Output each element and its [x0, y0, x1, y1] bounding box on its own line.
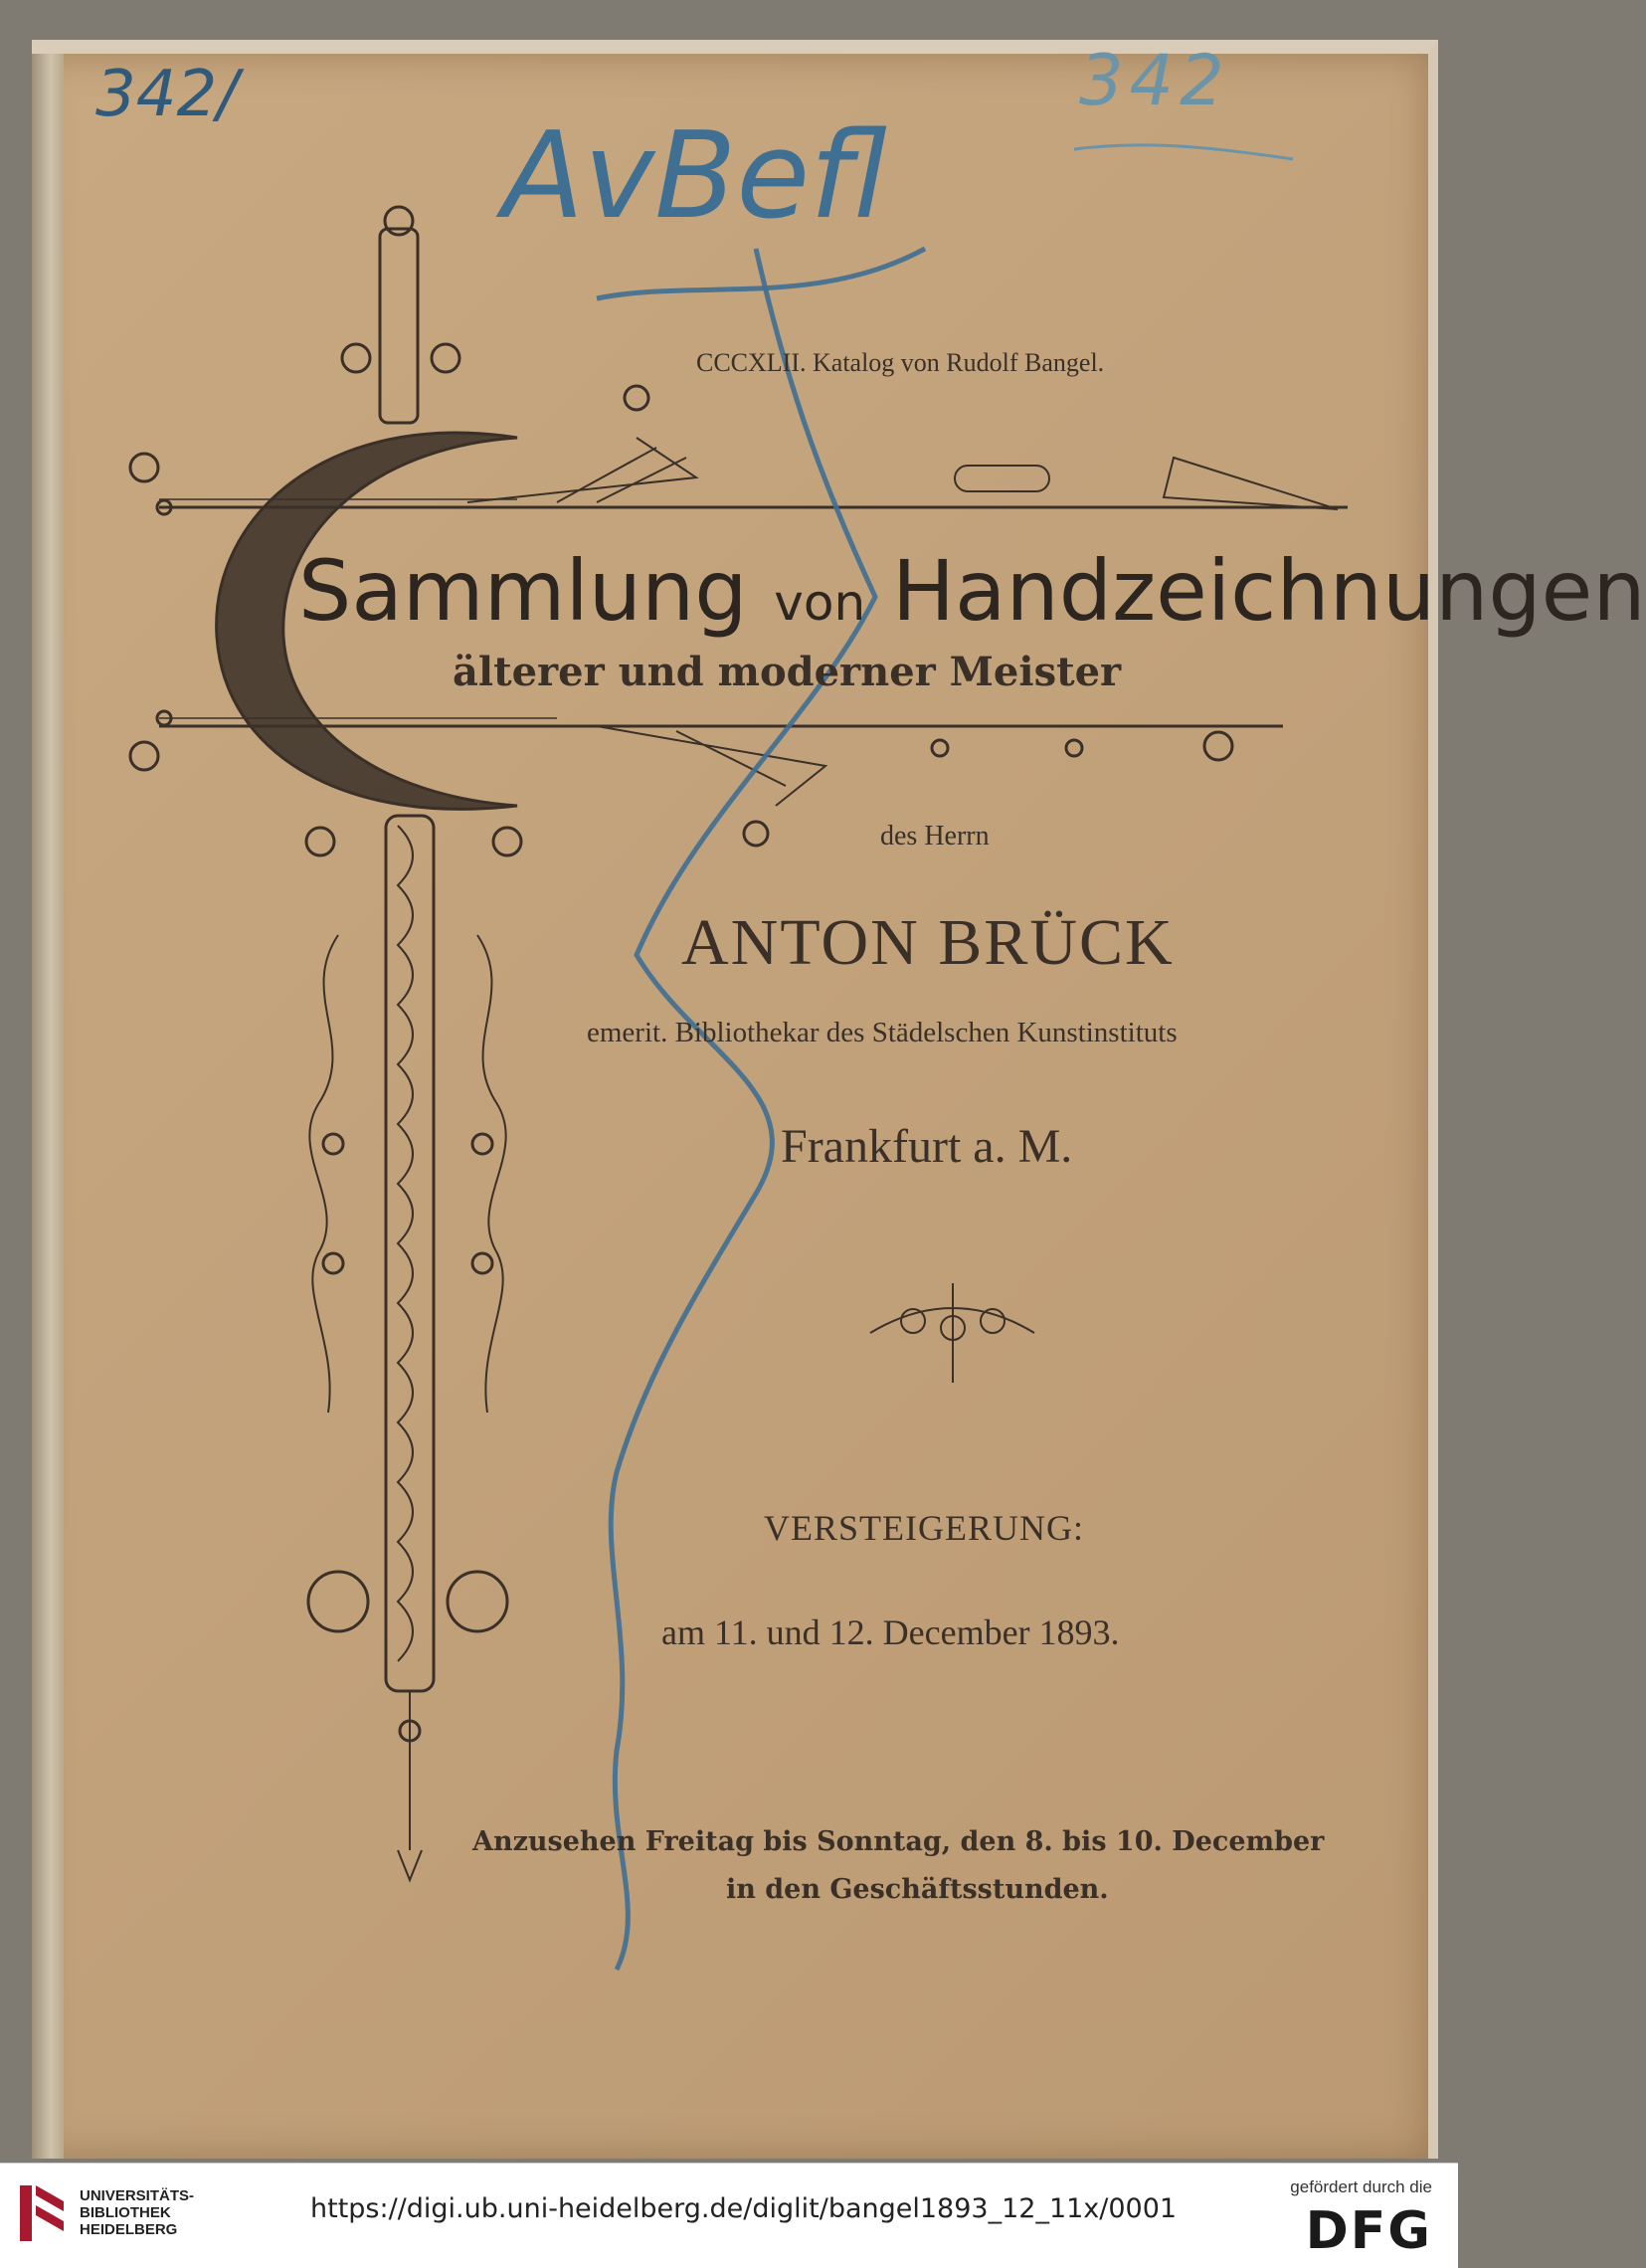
- handwritten-signature: AvBefl: [502, 107, 887, 246]
- permalink-url[interactable]: https://digi.ub.uni-heidelberg.de/diglit/bangel1893_12_11x/0001: [310, 2193, 1178, 2224]
- auction-date: am 11. und 12. December 1893.: [661, 1612, 1120, 1652]
- funded-by-label: gefördert durch die: [1290, 2177, 1432, 2196]
- catalog-line: CCCXLII. Katalog von Rudolf Bangel.: [696, 348, 1105, 377]
- title-main: Sammlung: [298, 542, 748, 640]
- viewing-line-1: Anzusehen Freitag bis Sonntag, den 8. bis 10. December: [472, 1826, 1325, 1857]
- right-foliage: [477, 935, 506, 1413]
- upper-fan-ornament: [467, 438, 696, 502]
- collector-name: ANTON BRÜCK: [681, 906, 1175, 979]
- page-title: [298, 542, 1646, 640]
- handwritten-number-right: 342: [1079, 40, 1230, 121]
- floral-ornament: [870, 1283, 1034, 1383]
- subtitle: älterer und moderner Meister: [453, 649, 1122, 695]
- library-logo-icon[interactable]: [18, 2181, 66, 2245]
- viewer-footer: [0, 2163, 1458, 2268]
- viewing-line-2: in den Geschäftsstunden.: [726, 1874, 1109, 1905]
- city: Frankfurt a. M.: [781, 1120, 1073, 1173]
- collector-position: emerit. Bibliothekar des Städelschen Kunstinstituts: [587, 1017, 1178, 1048]
- handwritten-number-left: 342/: [95, 58, 239, 131]
- library-name[interactable]: UNIVERSITÄTS- BIBLIOTHEK HEIDELBERG: [80, 2187, 195, 2238]
- title-end: Handzeichnungen: [891, 542, 1646, 640]
- left-foliage: [309, 935, 338, 1413]
- top-column: [380, 229, 418, 423]
- lower-fan-ornament: [597, 726, 825, 806]
- auction-label: VERSTEIGERUNG:: [764, 1508, 1084, 1548]
- des-herrn: des Herrn: [880, 821, 990, 851]
- dfg-logo[interactable]: DFG: [1305, 2201, 1432, 2261]
- title-mid: von: [774, 574, 866, 632]
